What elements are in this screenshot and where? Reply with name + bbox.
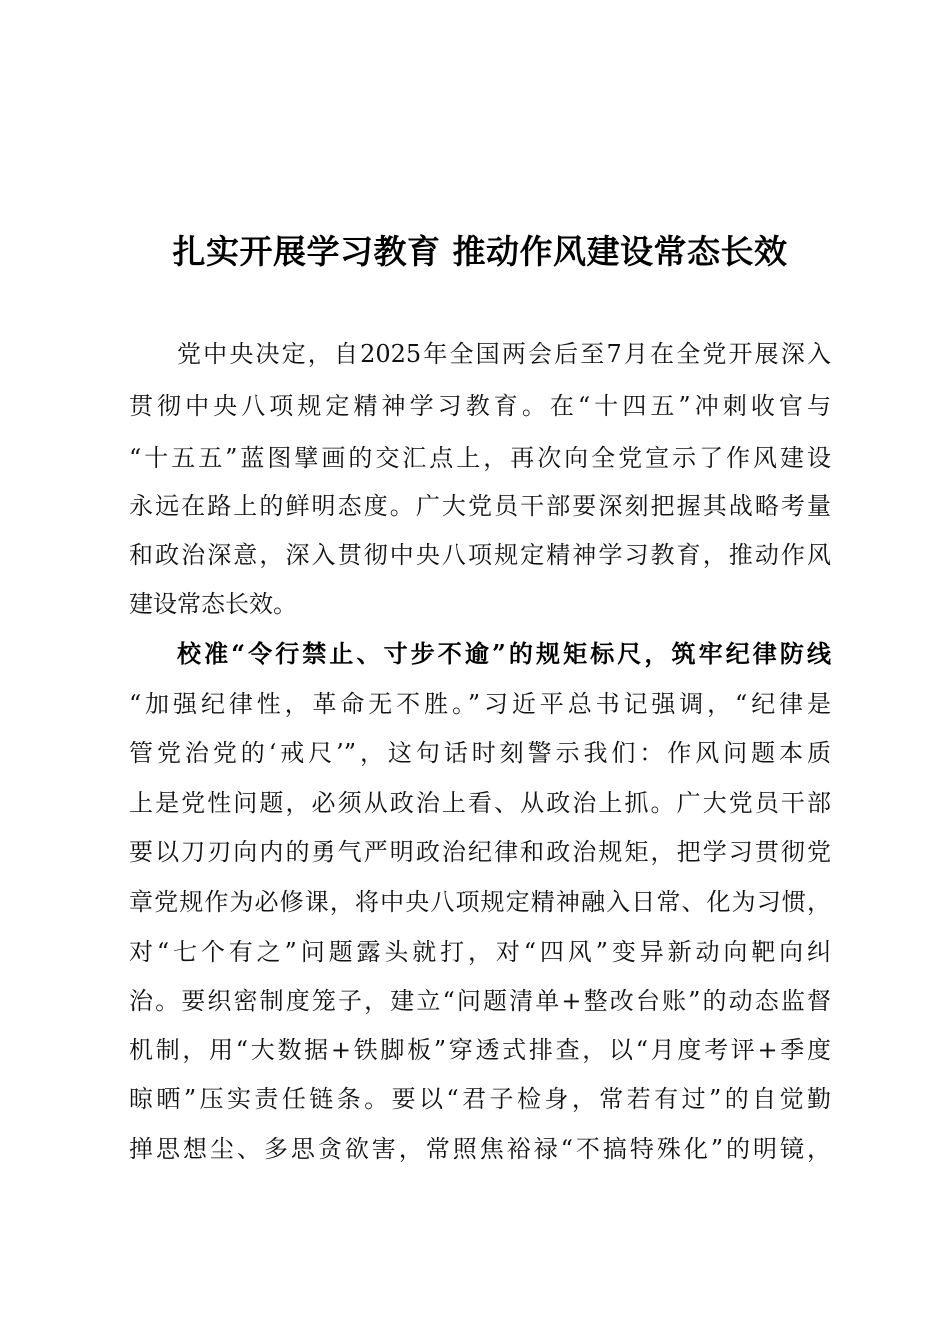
section-heading: 校准“令行禁止、寸步不逾”的规矩标尺，筑牢纪律防线 xyxy=(177,639,831,668)
paragraph-line: 治。要织密制度笼子，建立“问题清单+整改台账”的动态监督 xyxy=(129,987,831,1015)
paragraph-line: 贯彻中央八项规定精神学习教育。在“十四五”冲刺收官与 xyxy=(129,392,831,420)
paragraph-line: 永远在路上的鲜明态度。广大党员干部要深刻把握其战略考量 xyxy=(129,492,831,520)
paragraph-line: “加强纪律性，革命无不胜。”习近平总书记强调，“纪律是 xyxy=(129,690,831,718)
paragraph-line: 和政治深意，深入贯彻中央八项规定精神学习教育，推动作风 xyxy=(129,541,831,569)
document-title: 扎实开展学习教育 推动作风建设常态长效 xyxy=(172,232,788,271)
paragraph-line: 党中央决定，自2025年全国两会后至7月在全党开展深入 xyxy=(177,340,831,368)
paragraph-line: 对“七个有之”问题露头就打，对“四风”变异新动向靶向纠 xyxy=(129,938,831,966)
paragraph-line: 掸思想尘、多思贪欲害，常照焦裕禄“不搞特殊化”的明镜， xyxy=(129,1135,831,1163)
paragraph-line: “十五五”蓝图擘画的交汇点上，再次向全党宣示了作风建设 xyxy=(129,444,831,472)
paragraph-line: 机制，用“大数据+铁脚板”穿透式排查，以“月度考评+季度 xyxy=(129,1036,831,1064)
paragraph-line: 晾晒”压实责任链条。要以“君子检身，常若有过”的自觉勤 xyxy=(129,1085,831,1113)
paragraph-line: 章党规作为必修课，将中央八项规定精神融入日常、化为习惯， xyxy=(129,888,831,916)
paragraph-line: 上是党性问题，必须从政治上看、从政治上抓。广大党员干部 xyxy=(129,789,831,817)
paragraph-line: 要以刀刃向内的勇气严明政治纪律和政治规矩，把学习贯彻党 xyxy=(129,838,831,866)
paragraph-line: 管党治党的‘戒尺’”，这句话时刻警示我们：作风问题本质 xyxy=(129,739,831,767)
paragraph-line: 建设常态长效。 xyxy=(129,590,297,618)
